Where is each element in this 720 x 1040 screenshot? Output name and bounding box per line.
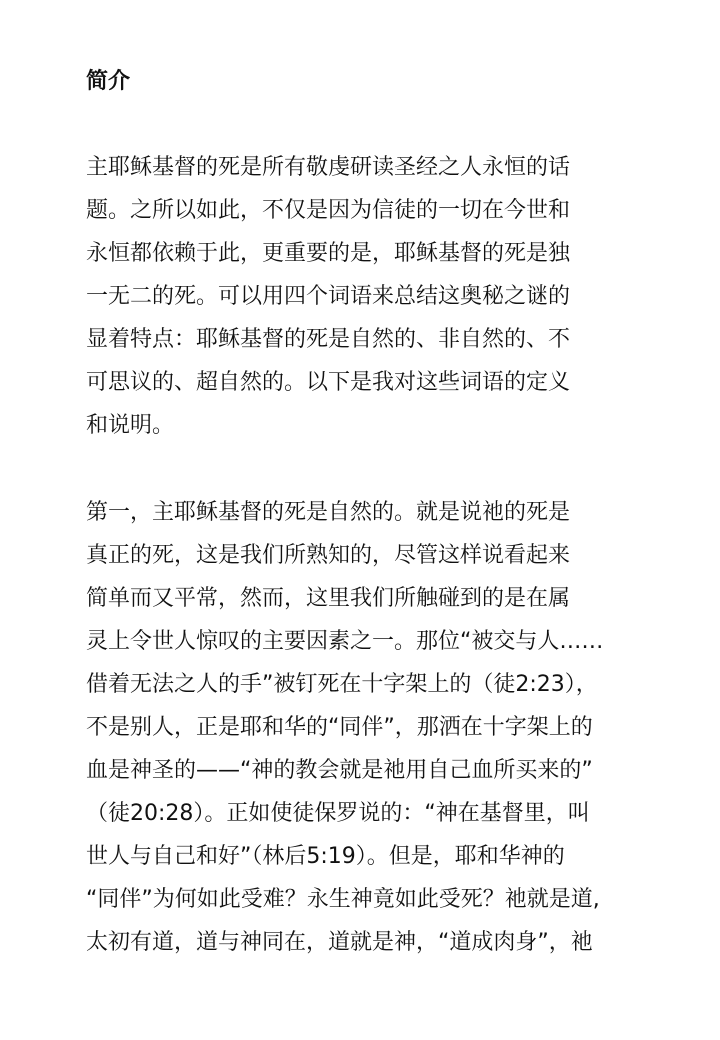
- paragraph-line: 主耶稣基督的死是所有敬虔研读圣经之人永恒的话: [86, 155, 571, 180]
- paragraph-line: 可思议的、超自然的。以下是我对这些词语的定义: [86, 370, 571, 395]
- document-page: [86, 60, 646, 964]
- paragraph-line: 显着特点：耶稣基督的死是自然的、非自然的、不: [86, 327, 571, 352]
- section-heading: 简介: [86, 69, 131, 94]
- paragraph-line: 血是神圣的——“神的教会就是祂用自己血所买来的”: [86, 758, 593, 783]
- paragraph-line: “同伴”为何如此受难？永生神竟如此受死？祂就是道,: [86, 887, 600, 912]
- spacer: [86, 104, 646, 146]
- paragraph-line: 灵上令世人惊叹的主要因素之一。那位“被交与人……: [86, 629, 604, 654]
- paragraph-line: 真正的死，这是我们所熟知的，尽管这样说看起来: [86, 543, 571, 568]
- paragraph-line: 简单而又平常，然而，这里我们所触碰到的是在属: [86, 586, 571, 611]
- paragraph-line: 世人与自己和好”（林后5:19）。但是，耶和华神的: [86, 844, 565, 869]
- paragraph-line: 不是别人，正是耶和华的“同伴”，那洒在十字架上的: [86, 715, 593, 740]
- paragraph-line: 太初有道，道与神同在，道就是神，“道成肉身”，祂: [86, 930, 593, 955]
- paragraph-line: 永恒都依赖于此，更重要的是，耶稣基督的死是独: [86, 241, 571, 266]
- paragraph-line: 第一，主耶稣基督的死是自然的。就是说祂的死是: [86, 500, 571, 525]
- spacer: [86, 447, 646, 491]
- paragraph-first-point: [86, 491, 646, 964]
- paragraph-line: （徒20:28）。正如使徒保罗说的：“神在基督里，叫: [86, 801, 590, 826]
- paragraph-line: 借着无法之人的手”被钉死在十字架上的（徒2:23），: [86, 672, 598, 697]
- paragraph-intro: [86, 146, 646, 447]
- paragraph-line: 一无二的死。可以用四个词语来总结这奥秘之谜的: [86, 284, 571, 309]
- paragraph-line: 题。之所以如此，不仅是因为信徒的一切在今世和: [86, 198, 571, 223]
- paragraph-line: 和说明。: [86, 413, 175, 438]
